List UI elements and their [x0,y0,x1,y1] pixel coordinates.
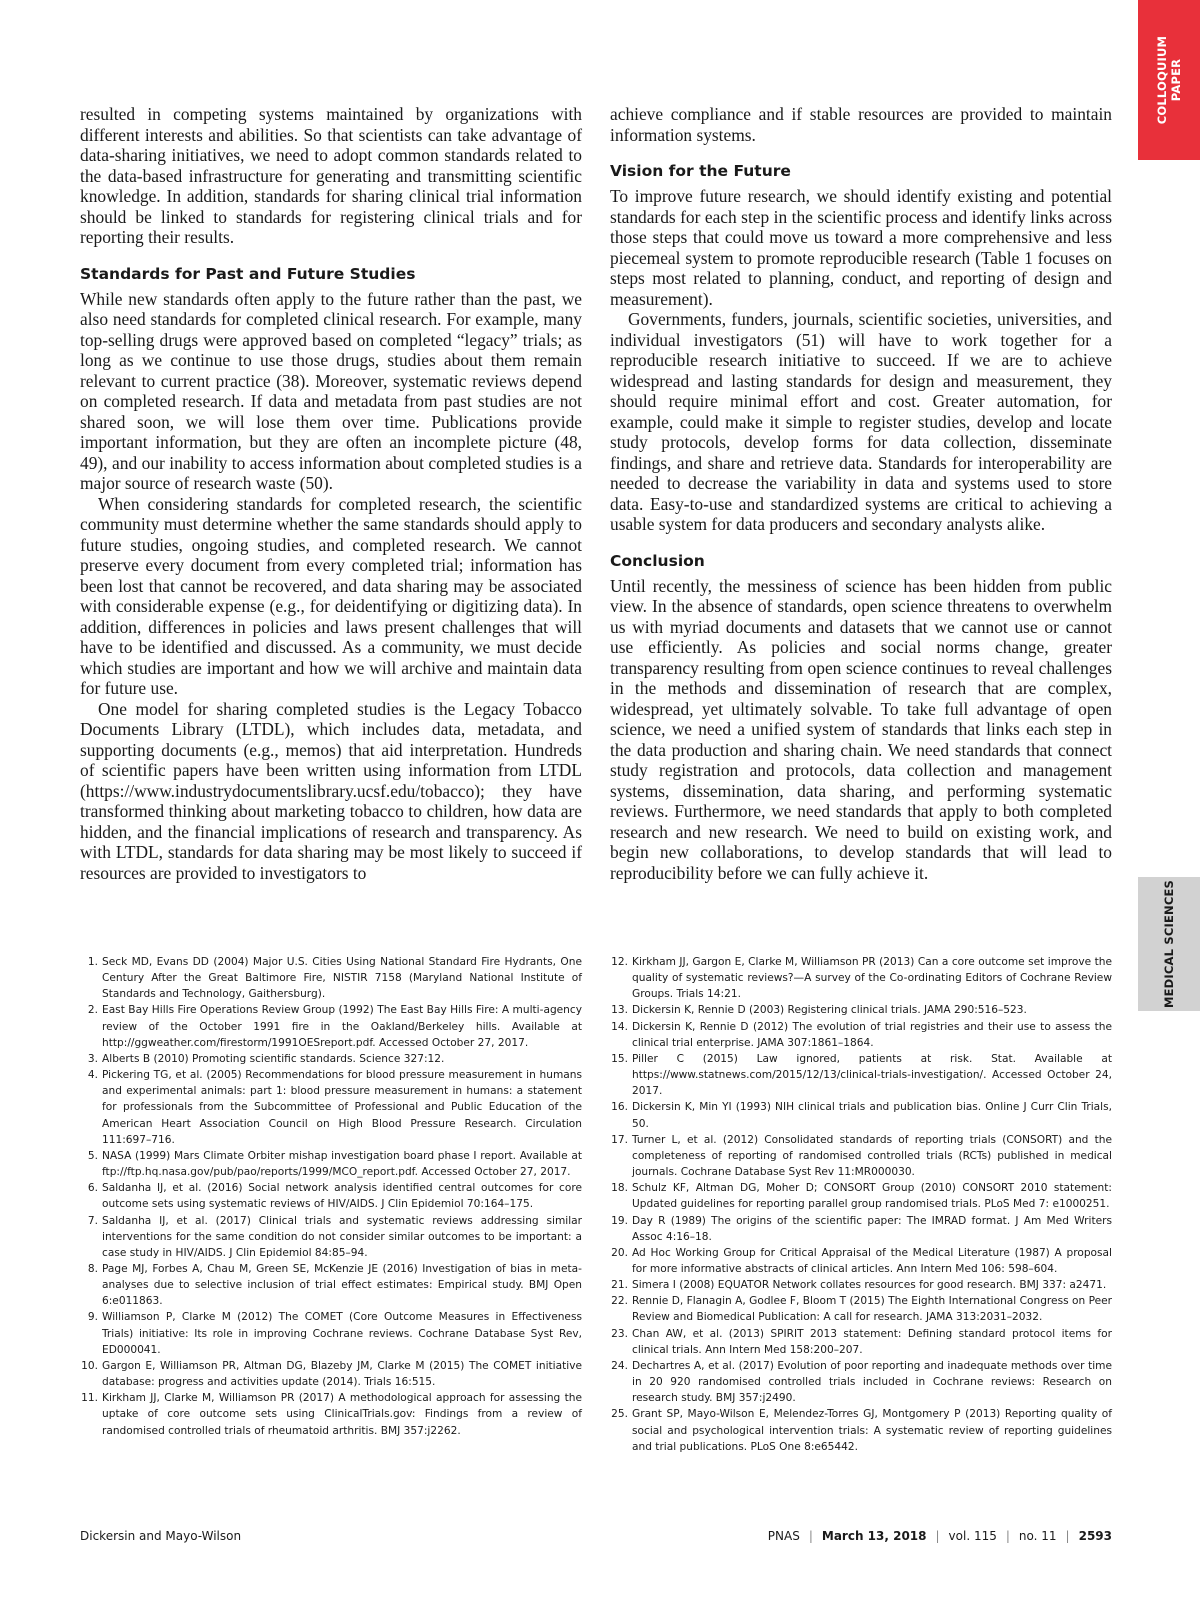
reference-number: 13. [611,1004,628,1017]
reference-number: 1. [87,956,98,968]
reference-number: 3. [87,1052,98,1065]
reference-text: Alberts B (2010) Promoting scientific standards. Science 327:12. [102,1052,445,1065]
page-number: 2593 [1078,1529,1112,1543]
reference-number: 6. [87,1182,98,1195]
reference-item [80,1148,582,1180]
reference-list-left [80,954,582,1439]
reference-number: 24. [611,1359,628,1372]
reference-item [610,1277,1112,1293]
reference-text: Gargon E, Williamson PR, Altman DG, Blazeby JM, Clarke M (2015) The COMET initiative database: progress and activities update (2014). Trials 16:515. [102,1359,582,1389]
section-heading: Vision for the Future [610,162,791,180]
reference-number: 21. [611,1279,628,1292]
reference-number: 18. [611,1182,628,1195]
reference-number: 9. [87,1311,98,1324]
reference-item [610,1180,1112,1212]
reference-text: Dickersin K, Rennie D (2003) Registering clinical trials. JAMA 290:516–523. [632,1004,1027,1017]
reference-number: 4. [87,1069,98,1082]
reference-text: Turner L, et al. (2012) Consolidated standards of reporting trials (CONSORT) and the completeness of reporting of randomised controlled trials (RCTs) published in medical journals. Cochrane Database Syst Rev 11:MR000030. [632,1133,1112,1179]
reference-number: 10. [81,1359,98,1372]
reference-text: Chan AW, et al. (2013) SPIRIT 2013 statement: Defining standard protocol items for clinical trials. Ann Intern Med 158:200–207. [632,1327,1112,1356]
reference-item [610,1293,1112,1325]
reference-list-right [610,954,1112,1455]
reference-text: Williamson P, Clarke M (2012) The COMET (Core Outcome Measures in Effectiveness Trials) initiative: Its role in improving Cochrane reviews. Cochrane Database Syst Rev, ED000041. [102,1311,582,1356]
reference-item [80,1309,582,1357]
reference-number: 8. [87,1262,98,1275]
reference-item [610,1358,1112,1406]
reference-text: Kirkham JJ, Gargon E, Clarke M, Williamson PR (2013) Can a core outcome set improve the quality of systematic reviews?—A survey of the Co-ordinating Editors of Cochrane Review Groups. Trials 14:21. [632,956,1112,1001]
reference-item [80,1067,582,1148]
footer-authors: Dickersin and Mayo-Wilson [80,1529,242,1543]
reference-number: 12. [611,956,628,968]
reference-item [80,1261,582,1309]
reference-text: Grant SP, Mayo-Wilson E, Melendez-Torres GJ, Montgomery P (2013) Reporting quality of social and psychological intervention trials: A systematic review of reporting guidelines and trial publications. PLoS One 8:e65442. [632,1408,1112,1453]
reference-text: Page MJ, Forbes A, Chau M, Green SE, McKenzie JE (2016) Investigation of bias in meta-analyses due to selective inclusion of trial effect estimates: Empirical study. BMJ Open 6:e011863. [102,1262,582,1308]
colloquium-paper-label: COLLOQUIUM PAPER [1155,35,1184,125]
reference-item [610,1132,1112,1180]
reference-text: Ad Hoc Working Group for Critical Appraisal of the Medical Literature (1987) A proposal for more informative abstracts of clinical articles. Ann Intern Med 106: 598–604. [632,1246,1112,1275]
reference-text: Saldanha IJ, et al. (2017) Clinical trials and systematic reviews addressing similar interventions for the same condition do not consider similar outcomes to be important: a case study in HIV/AIDS. J Clin Epidemiol 84:85–94. [102,1214,582,1259]
section-tab-label: MEDICAL SCIENCES [1162,879,1176,1009]
reference-number: 16. [611,1101,628,1114]
reference-number: 20. [611,1246,628,1259]
reference-item [80,1051,582,1067]
paragraph: While new standards often apply to the future rather than the past, we also need standards for completed clinical research. For example, many top-selling drugs were approved based on completed “legacy” trials; as long as we continue to use those drugs, studies about them remain relevant to current practice (38). Moreover, systematic reviews depend on completed research. If data and metadata from past studies are not shared soon, we will lose them over time. Publications provide important information, but they are often an incomplete picture (48, 49), and our inability to access information about completed studies is a major source of research waste (50). [80,288,582,493]
references-left [80,954,582,1439]
paragraph: One model for sharing completed studies is the Legacy Tobacco Documents Library (LTDL), which includes data, metadata, and supporting documents (e.g., memos) that aid interpretation. Hundreds of scientific papers have been written using information from LTDL (https://www.industrydocumentslibrary.ucsf.edu/tobacco); they have transformed thinking about marketing tobacco to children, how data are hidden, and the financial implications of research and transparency. As with LTDL, standards for data sharing may be most likely to succeed if resources are provided to investigators to [80,698,582,883]
colloquium-paper-tab [1138,0,1200,160]
paragraph: Until recently, the messiness of science has been hidden from public view. In the absence of standards, open science threatens to overwhelm us with myriad documents and datasets that we cannot use or cannot use efficiently. As policies and social norms change, greater transparency resulting from open science continues to reveal challenges in the methods and dissemination of research that are complex, widespread, yet ultimately solvable. To take full advantage of open science, we need a unified system of standards that links each step in the data production and sharing chain. We need standards that connect study registration and protocols, data collection and management systems, dissemination, data sharing, and performing systematic reviews. Furthermore, we need standards that apply to both completed research and new research. We need to build on existing work, and begin new collaborations, to develop standards that will lead to reproducibility before we can fully achieve it. [610,575,1112,883]
references-right [610,954,1112,1455]
reference-item [610,1019,1112,1051]
reference-item [80,1390,582,1438]
reference-number: 11. [81,1392,98,1405]
footer-journal-info: PNAS | March 13, 2018 | vol. 115 | no. 11 | 2593 [767,1529,1112,1543]
paragraph: When considering standards for completed research, the scientific community must determine whether the same standards should apply to future studies, ongoing studies, and completed research. We cannot preserve every document from every completed trial; information has been lost that cannot be recovered, and data sharing may be associated with considerable expense (e.g., for deidentifying or digitizing data). In addition, differences in policies and laws present challenges that will have to be identified and discussed. As a community, we must decide which studies are important and how we will archive and maintain data for future use. [80,493,582,698]
reference-text: Pickering TG, et al. (2005) Recommendations for blood pressure measurement in humans and experimental animals: part 1: blood pressure measurement in humans: a statement for professionals from the Subcommittee of Professional and Public Education of the American Heart Association Council on High Blood Pressure Research. Circulation 111:697–716. [102,1069,582,1146]
reference-text: Simera I (2008) EQUATOR Network collates resources for good research. BMJ 337: a2471. [632,1279,1107,1292]
reference-item [610,1406,1112,1454]
reference-text: Day R (1989) The origins of the scientific paper: The IMRAD format. J Am Med Writers Assoc 4:16–18. [632,1214,1112,1243]
reference-text: Dickersin K, Min YI (1993) NIH clinical trials and publication bias. Online J Curr Clin Trials, 50. [632,1101,1112,1130]
reference-item [610,1051,1112,1099]
reference-item [80,1002,582,1050]
journal-name: PNAS [767,1529,800,1543]
reference-item [610,1213,1112,1245]
reference-text: Piller C (2015) Law ignored, patients at risk. Stat. Available at https://www.statnews.com/2015/12/13/clinical-trials-investigation/. Accessed October 24, 2017. [632,1052,1112,1098]
reference-item [610,1326,1112,1358]
reference-item [610,1002,1112,1018]
reference-number: 15. [611,1052,628,1065]
reference-text: Rennie D, Flanagin A, Godlee F, Bloom T (2015) The Eighth International Congress on Peer Review and Biomedical Publication: A call for research. JAMA 313:2031–2032. [632,1295,1112,1324]
issue-number: no. 11 [1018,1529,1057,1543]
reference-item [610,1099,1112,1131]
reference-text: Saldanha IJ, et al. (2016) Social network analysis identified central outcomes for core outcome sets using systematic reviews of HIV/AIDS. J Clin Epidemiol 70:164–175. [102,1182,582,1211]
reference-number: 22. [611,1295,628,1308]
right-text-column [610,104,1112,883]
reference-number: 17. [611,1133,628,1146]
reference-number: 7. [87,1214,98,1227]
left-text-column [80,104,582,883]
paragraph: Governments, funders, journals, scientific societies, universities, and individual investigators (51) will have to work together for a reproducible research initiative to succeed. If we are to achieve widespread and lasting standards for design and measurement, they should require minimal effort and cost. Greater automation, for example, could make it simple to register studies, develop and locate study protocols, develop forms for data collection, disseminate findings, and share and retrieve data. Standards for interoperability are needed to decrease the variability in data and systems used to store data. Easy-to-use and standardized systems are critical to achieving a usable system for data producers and secondary analysts alike. [610,309,1112,534]
reference-number: 5. [87,1149,98,1162]
reference-number: 14. [611,1020,628,1033]
reference-item [80,1213,582,1261]
paragraph: achieve compliance and if stable resources are provided to maintain information systems. [610,104,1112,145]
section-tab [1138,877,1200,1011]
reference-text: NASA (1999) Mars Climate Orbiter mishap investigation board phase I report. Available at ftp://ftp.hq.nasa.gov/pub/pao/reports/1999/MCO_report.pdf. Accessed October 27, 2017. [102,1149,582,1179]
paragraph: To improve future research, we should identify existing and potential standards for each step in the scientific process and identify links across those steps that could move us toward a more comprehensive and less piecemeal system to promote reproducible research (Table 1 focuses on steps most related to planning, conduct, and reporting of design and measurement). [610,186,1112,309]
paragraph: resulted in competing systems maintained by organizations with different interests and abilities. So that scientists can take advantage of data-sharing initiatives, we need to adopt common standards related to the data-based infrastructure for generating and transmitting scientific knowledge. In addition, standards for sharing clinical trial information should be linked to standards for registering clinical trials and for reporting their results. [80,104,582,247]
reference-number: 25. [611,1408,628,1421]
issue-date: March 13, 2018 [821,1529,927,1543]
reference-text: Dickersin K, Rennie D (2012) The evolution of trial registries and their use to assess the clinical trial enterprise. JAMA 307:1861–1864. [632,1020,1112,1049]
reference-item [80,1358,582,1390]
reference-item [610,1245,1112,1277]
reference-item [610,954,1112,1002]
reference-text: Seck MD, Evans DD (2004) Major U.S. Cities Using National Standard Fire Hydrants, One Century After the Great Baltimore Fire, NISTIR 7158 (Maryland National Institute of Standards and Technology, Gaithersburg). [102,956,582,1001]
section-heading: Standards for Past and Future Studies [80,264,416,283]
reference-number: 2. [87,1004,98,1017]
volume: vol. 115 [948,1529,997,1543]
reference-text: Schulz KF, Altman DG, Moher D; CONSORT Group (2010) CONSORT 2010 statement: Updated guidelines for reporting parallel group randomised trials. PLoS Med 7: e1000251. [632,1182,1112,1211]
reference-number: 19. [611,1214,628,1227]
reference-item [80,1180,582,1212]
reference-item [80,954,582,1002]
reference-number: 23. [611,1327,628,1340]
reference-text: East Bay Hills Fire Operations Review Group (1992) The East Bay Hills Fire: A multi-agency review of the October 1991 fire in the Oakland/Berkeley hills. Available at http://ggweather.com/firestorm/1991OESreport.pdf. Accessed October 27, 2017. [102,1004,582,1049]
section-heading: Conclusion [610,551,705,570]
reference-text: Kirkham JJ, Clarke M, Williamson PR (2017) A methodological approach for assessing the uptake of core outcome sets using ClinicalTrials.gov: Findings from a review of randomised controlled trials of rheumatoid arthritis. BMJ 357:j2262. [102,1392,582,1437]
reference-text: Dechartres A, et al. (2017) Evolution of poor reporting and inadequate methods over time in 20 920 randomised controlled trials included in Cochrane reviews: Research on research study. BMJ 357:j2490. [632,1359,1112,1405]
